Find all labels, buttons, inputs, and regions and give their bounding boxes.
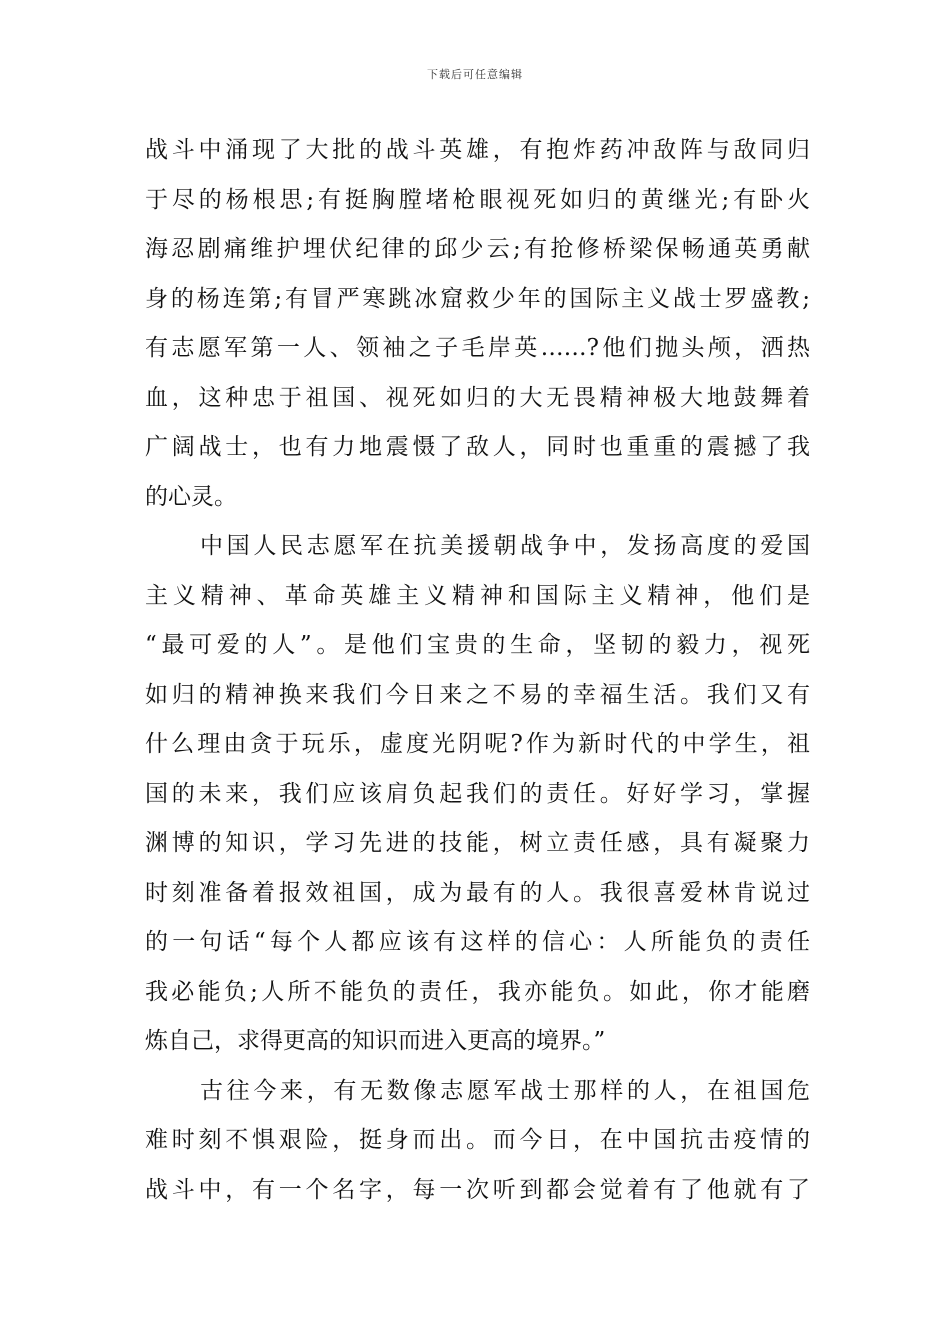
body-text — [145, 126, 810, 1215]
text-line: 国的未来，我们应该肩负起我们的责任。好好学习，掌握 — [145, 780, 810, 807]
text-line: 有志愿军第一人、领袖之子毛岸英……?他们抛头颅，洒热 — [145, 335, 810, 361]
text-line: 我必能负;人所不能负的责任，我亦能负。如此，你才能磨 — [145, 978, 810, 1005]
paragraph-1 — [145, 126, 810, 522]
text-line: 主义精神、革命英雄主义精神和国际主义精神，他们是 — [145, 582, 810, 609]
paragraph-3 — [145, 1067, 810, 1216]
text-line: 血，这种忠于祖国、视死如归的大无畏精神极大地鼓舞着 — [145, 384, 810, 411]
text-line: 的一句话“每个人都应该有这样的信心：人所能负的责任 — [145, 929, 810, 955]
text-line: 时刻准备着报效祖国，成为最有的人。我很喜爱林肯说过 — [145, 879, 810, 906]
text-line: 海忍剧痛维护埋伏纪律的邱少云;有抢修桥梁保畅通英勇献 — [145, 236, 810, 262]
header-note: 下载后可任意编辑 — [427, 68, 523, 81]
text-line: 什么理由贪于玩乐，虚度光阴呢?作为新时代的中学生，祖 — [145, 731, 810, 757]
text-line: 炼自己，求得更高的知识而进入更高的境界。” — [145, 1028, 606, 1054]
text-line: 战斗中涌现了大批的战斗英雄，有抱炸药冲敌阵与敌同归 — [145, 137, 810, 163]
text-line: “最可爱的人”。是他们宝贵的生命，坚韧的毅力，视死 — [145, 632, 810, 658]
paragraph-2 — [145, 522, 810, 1067]
text-line: 的心灵。 — [145, 483, 237, 510]
text-line: 广阔战士，也有力地震慑了敌人，同时也重重的震撼了我 — [145, 434, 810, 460]
text-line: 战斗中，有一个名字，每一次听到都会觉着有了他就有了 — [145, 1176, 810, 1203]
text-line: 古往今来，有无数像志愿军战士那样的人，在祖国危 — [200, 1077, 810, 1104]
text-line: 于尽的杨根思;有挺胸膛堵枪眼视死如归的黄继光;有卧火 — [145, 186, 810, 213]
text-line: 难时刻不惧艰险，挺身而出。而今日，在中国抗击疫情的 — [145, 1127, 810, 1153]
text-line: 中国人民志愿军在抗美援朝战争中，发扬高度的爱国 — [200, 533, 810, 559]
text-line: 身的杨连第;有冒严寒跳冰窟救少年的国际主义战士罗盛教; — [145, 285, 810, 312]
text-line: 如归的精神换来我们今日来之不易的幸福生活。我们又有 — [145, 681, 810, 708]
text-line: 渊博的知识，学习先进的技能，树立责任感，具有凝聚力 — [145, 830, 810, 856]
